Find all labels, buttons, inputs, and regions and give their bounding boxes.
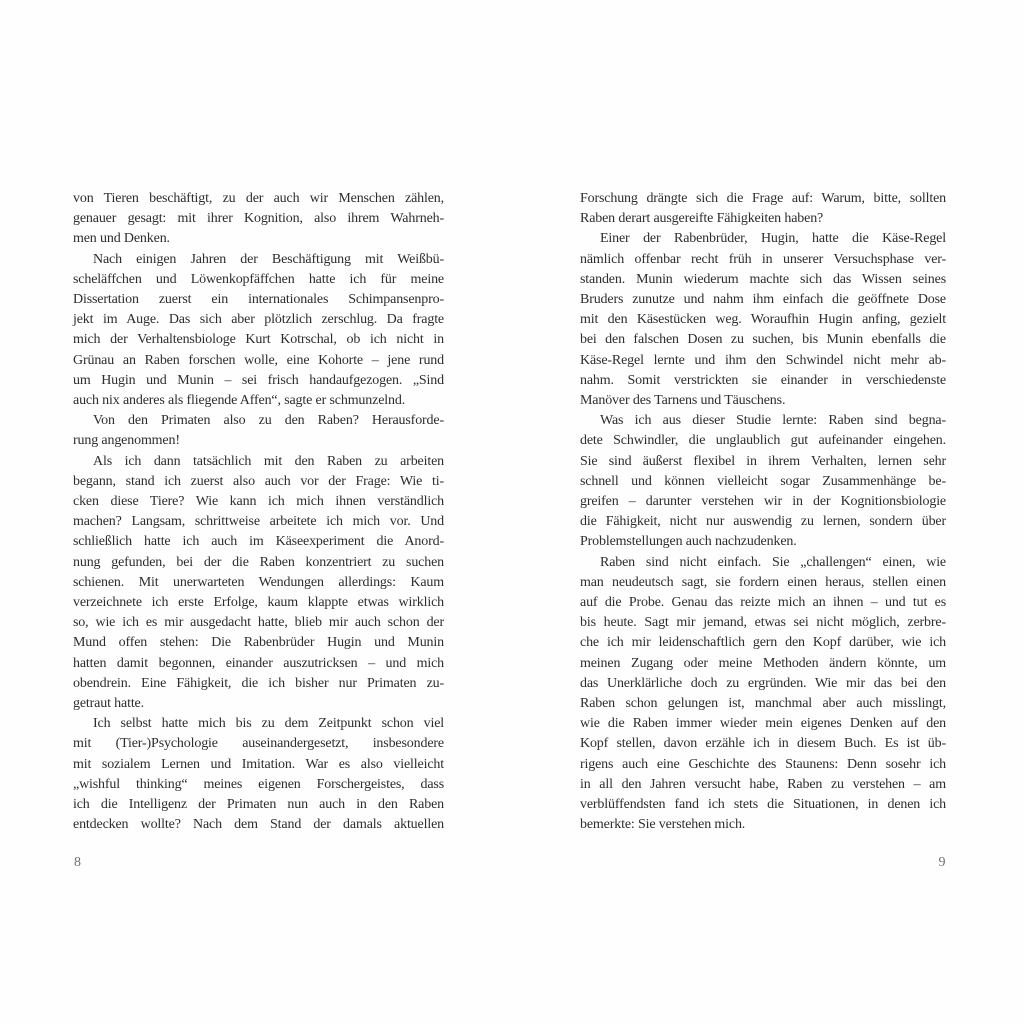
text-line: meinen Zugang oder meine Methoden ändern könnte, um <box>580 655 946 671</box>
text-line: Raben schon gelungen ist, manchmal aber auch misslingt, <box>580 696 946 712</box>
text-line: nämlich offenbar recht früh in unserer Versuchsphase ver- <box>580 251 946 267</box>
paragraph <box>73 189 444 250</box>
text-line: das Unerklärliche doch zu ergründen. Wie mir das bei den <box>580 675 946 691</box>
text-line: auch nix anderes als fliegende Affen“, sagte er schmunzelnd. <box>73 393 406 409</box>
text-line: rigens auch eine Geschichte des Staunens: Denn sosehr ich <box>580 756 946 772</box>
text-line: von Tieren beschäftigt, zu der auch wir Menschen zählen, <box>73 191 444 206</box>
text-line: mit (Tier-)Psychologie auseinandergesetzt, insbesondere <box>73 736 444 752</box>
text-line: man neudeutsch sagt, sie fordern einen heraus, stellen einen <box>580 574 946 590</box>
paragraph <box>73 452 444 715</box>
text-line: greifen – darunter verstehen wir in der Kognitionsbiologie <box>580 494 946 510</box>
text-line: verzeichnete ich erste Erfolge, kaum klappte etwas wirklich <box>73 595 444 611</box>
text-line: so, wie ich es mir ausgedacht hatte, blieb mir auch schon der <box>73 615 444 631</box>
text-line: genauer gesagt: mit ihrer Kognition, also ihrem Wahrneh- <box>73 211 444 227</box>
text-line: mit sozialem Lernen und Imitation. War es also vielleicht <box>73 756 444 772</box>
text-line: Sie sind äußerst flexibel in ihrem Verhalten, lernen sehr <box>580 453 946 469</box>
text-line: Dissertation zuerst ein internationales Schimpansenpro- <box>73 292 444 308</box>
paragraph <box>580 229 946 411</box>
text-line: Manöver des Tarnens und Täuschens. <box>580 393 786 409</box>
text-line: Von den Primaten also zu den Raben? Herausforde- <box>93 413 444 429</box>
text-line: machen? Langsam, schrittweise arbeitete ich mich vor. Und <box>73 514 444 530</box>
paragraph <box>73 714 444 835</box>
paragraph <box>580 553 946 836</box>
text-line: schienen. Mit unerwarteten Wendungen allerdings: Kaum <box>73 574 444 590</box>
paragraph <box>73 411 444 451</box>
text-line: getraut hatte. <box>73 696 144 712</box>
text-line: Problemstellungen auch nachzudenken. <box>580 534 797 550</box>
text-line: Was ich aus dieser Studie lernte: Raben sind begna- <box>600 413 946 429</box>
text-line: ich die Intelligenz der Primaten nun auch in den Raben <box>73 797 444 813</box>
text-line: verblüffendsten fand ich stets die Situationen, in denen ich <box>580 797 946 813</box>
text-line: mich der Verhaltensbiologe Kurt Kotrschal, ob ich nicht in <box>73 332 444 348</box>
paragraph <box>73 250 444 412</box>
text-line: Bruders zunutze und nahm ihm einfach die geöffnete Dose <box>580 292 946 308</box>
text-line: dete Schwindler, die unglaublich gut aufeinander eingehen. <box>580 433 946 449</box>
text-line: wie die Raben immer wieder mein eigenes Denken auf den <box>580 716 946 732</box>
text-line: auf die Probe. Genau das reizte mich an ihnen – und tut es <box>580 595 946 611</box>
text-line: obendrein. Eine Fähigkeit, die ich bisher nur Primaten zu- <box>73 675 444 691</box>
text-line: che ich mir leidenschaftlich gern den Kopf darüber, wie ich <box>580 635 946 651</box>
text-line: Forschung drängte sich die Frage auf: Warum, bitte, sollten <box>580 191 946 206</box>
text-line: Raben sind nicht einfach. Sie „challengen“ einen, wie <box>600 554 946 570</box>
text-line: men und Denken. <box>73 231 170 247</box>
text-line: Ich selbst hatte mich bis zu dem Zeitpunkt schon viel <box>93 716 444 732</box>
text-line: hatten damit begonnen, einander auszutricksen – und mich <box>73 655 444 671</box>
text-line: Mund offen stehen: Die Rabenbrüder Hugin und Munin <box>73 635 444 651</box>
text-line: mit den Käsestücken weg. Woraufhin Hugin anfing, gezielt <box>580 312 946 328</box>
paragraph <box>580 189 946 229</box>
text-line: Raben derart ausgereifte Fähigkeiten haben? <box>580 211 824 227</box>
text-line: entdecken wollte? Nach dem Stand der damals aktuellen <box>73 817 444 833</box>
text-line: um Hugin und Munin – sei frisch handaufgezogen. „Sind <box>73 372 444 388</box>
paragraph <box>580 411 946 552</box>
text-line: nung gefunden, bei der die Raben konzentriert zu suchen <box>73 554 444 570</box>
text-line: begann, stand ich zuerst also auch vor der Frage: Wie ti- <box>73 473 444 489</box>
text-line: jekt im Auge. Das sich aber plötzlich zerschlug. Da fragte <box>73 312 444 328</box>
text-line: schließlich hatte ich auch im Käseexperiment die Anord- <box>73 534 444 550</box>
text-line: Einer der Rabenbrüder, Hugin, hatte die Käse-Regel <box>600 231 946 247</box>
text-line: in all den Jahren versucht habe, Raben zu verstehen – am <box>580 776 946 792</box>
left-page-text-block <box>73 189 444 836</box>
right-page-text-block <box>580 189 946 836</box>
text-line: bemerkte: Sie verstehen mich. <box>580 817 746 833</box>
text-line: Käse-Regel lernte und ihm den Schwindel nicht mehr ab- <box>580 352 946 368</box>
text-line: Kopf stellen, davon erzähle ich in diesem Buch. Es ist üb- <box>580 736 946 752</box>
text-line: „wishful thinking“ meines eigenen Forschergeistes, dass <box>73 776 444 792</box>
text-line: bis heute. Sagt mir jemand, etwas sei nicht möglich, zerbre- <box>580 615 946 631</box>
text-line: schnell und können vielleicht sogar Zusammenhänge be- <box>580 473 946 489</box>
text-line: standen. Munin wiederum machte sich das Wissen seines <box>580 271 946 287</box>
page-number-right: 9 <box>938 855 946 870</box>
text-line: bei den falschen Dosen zu suchen, bis Munin ebenfalls die <box>580 332 946 348</box>
text-line: Grünau an Raben forschen wolle, eine Kohorte – jene rund <box>73 352 444 368</box>
text-line: rung angenommen! <box>73 433 180 449</box>
text-line: Nach einigen Jahren der Beschäftigung mit Weißbü- <box>93 251 444 267</box>
page-number-left: 8 <box>74 855 82 870</box>
text-line: Als ich dann tatsächlich mit den Raben zu arbeiten <box>93 453 444 469</box>
text-line: nahm. Somit verstrickten sie einander in verschiedenste <box>580 372 946 388</box>
text-line: scheläffchen und Löwenkopfäffchen hatte ich für meine <box>73 271 444 287</box>
text-line: cken diese Tiere? Wie kann ich mich ihnen verständlich <box>73 494 444 510</box>
text-line: die Fähigkeit, nicht nur auswendig zu lernen, sondern über <box>580 514 946 530</box>
